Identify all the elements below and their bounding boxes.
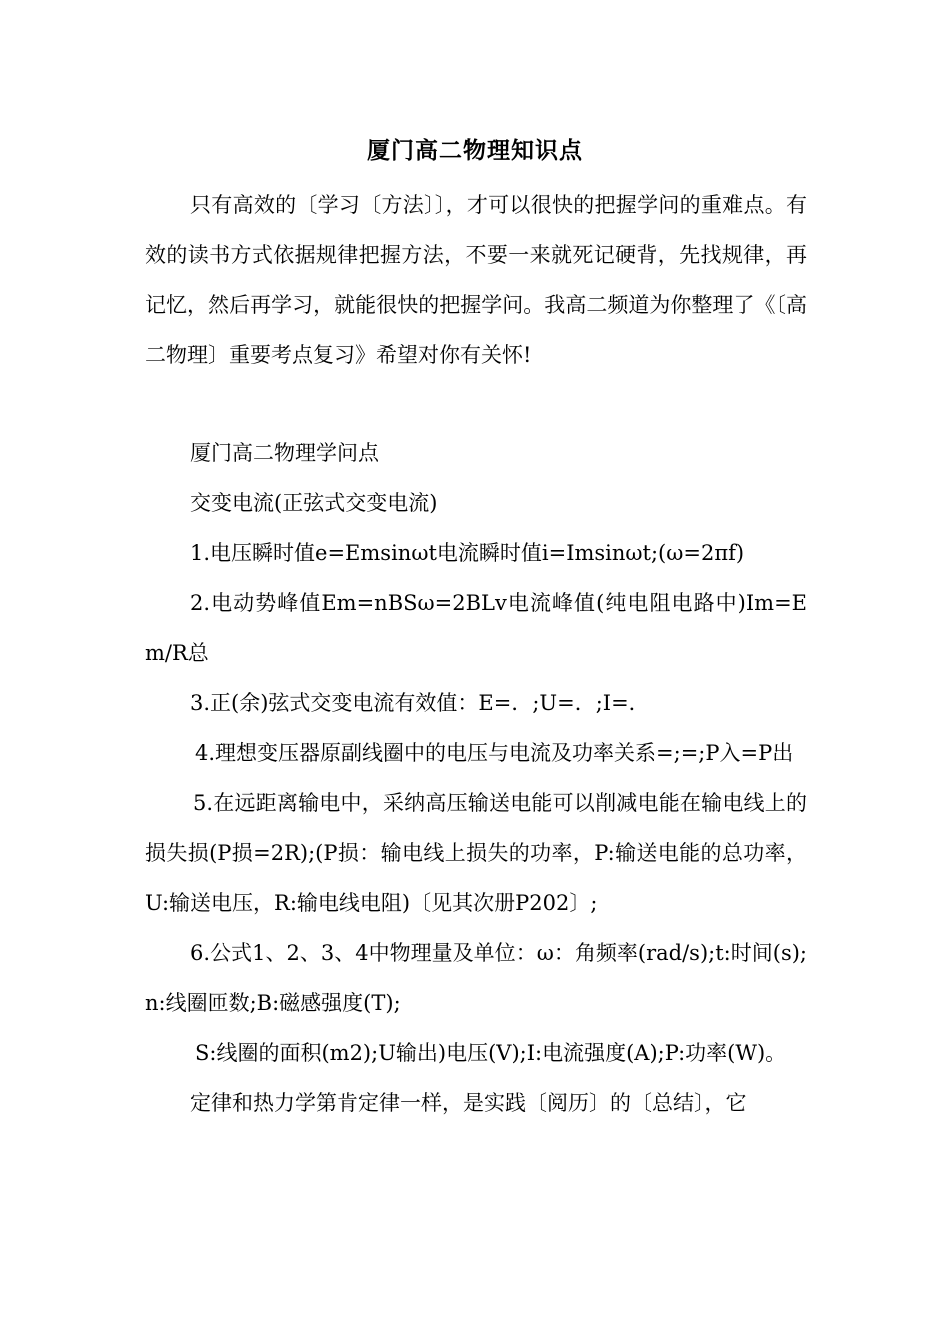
- formula-item-4: 4.理想变压器原副线圈中的电压与电流及功率关系=;=;P入=P出: [195, 741, 794, 765]
- formula-item-3: 3.正(余)弦式交变电流有效值：E=．;U=．;I=．: [190, 691, 650, 715]
- formula-item-1: 1.电压瞬时值e=Emsinωt电流瞬时值i=Imsinωt;(ω=2πf): [190, 541, 745, 565]
- document-title: 厦门高二物理知识点: [367, 137, 583, 164]
- formula-item-7: S:线圈的面积(m2);U输出)电压(V);I:电流强度(A);P:功率(W)。: [195, 1041, 787, 1065]
- formula-item-5: 5.在远距离输电中，采纳高压输送电能可以削减电能在输电线上的损失损(P损=2R);(P损：输电线上损失的功率，P:输送电能的总功率，U:输送电压，R:输电线电阻)〔见其次册P202〕;: [145, 791, 807, 915]
- formula-item-6: 6.公式1、2、3、4中物理量及单位：ω：角频率(rad/s);t:时间(s);n:线圈匝数;B:磁感强度(T);: [145, 941, 807, 1015]
- closing-paragraph: 定律和热力学第肯定律一样，是实践〔阅历〕的〔总结〕，它: [190, 1091, 747, 1115]
- formula-item-2: 2.电动势峰值Em=nBSω=2BLv电流峰值(纯电阻电路中)Im=Em/R总: [145, 591, 807, 665]
- document-body: [145, 180, 807, 1128]
- section-heading: 厦门高二物理学问点: [190, 441, 379, 465]
- subheading: 交变电流(正弦式交变电流): [190, 491, 438, 515]
- paragraph-gap: [145, 380, 807, 428]
- intro-paragraph: 只有高效的〔学习〔方法〕〕，才可以很快的把握学问的重难点。有效的读书方式依据规律把握方法，不要一来就死记硬背，先找规律，再记忆，然后再学习，就能很快的把握学问。我高二频道为你整理了《〔高二物理〕重要考点复习》希望对你有关怀!: [145, 193, 807, 367]
